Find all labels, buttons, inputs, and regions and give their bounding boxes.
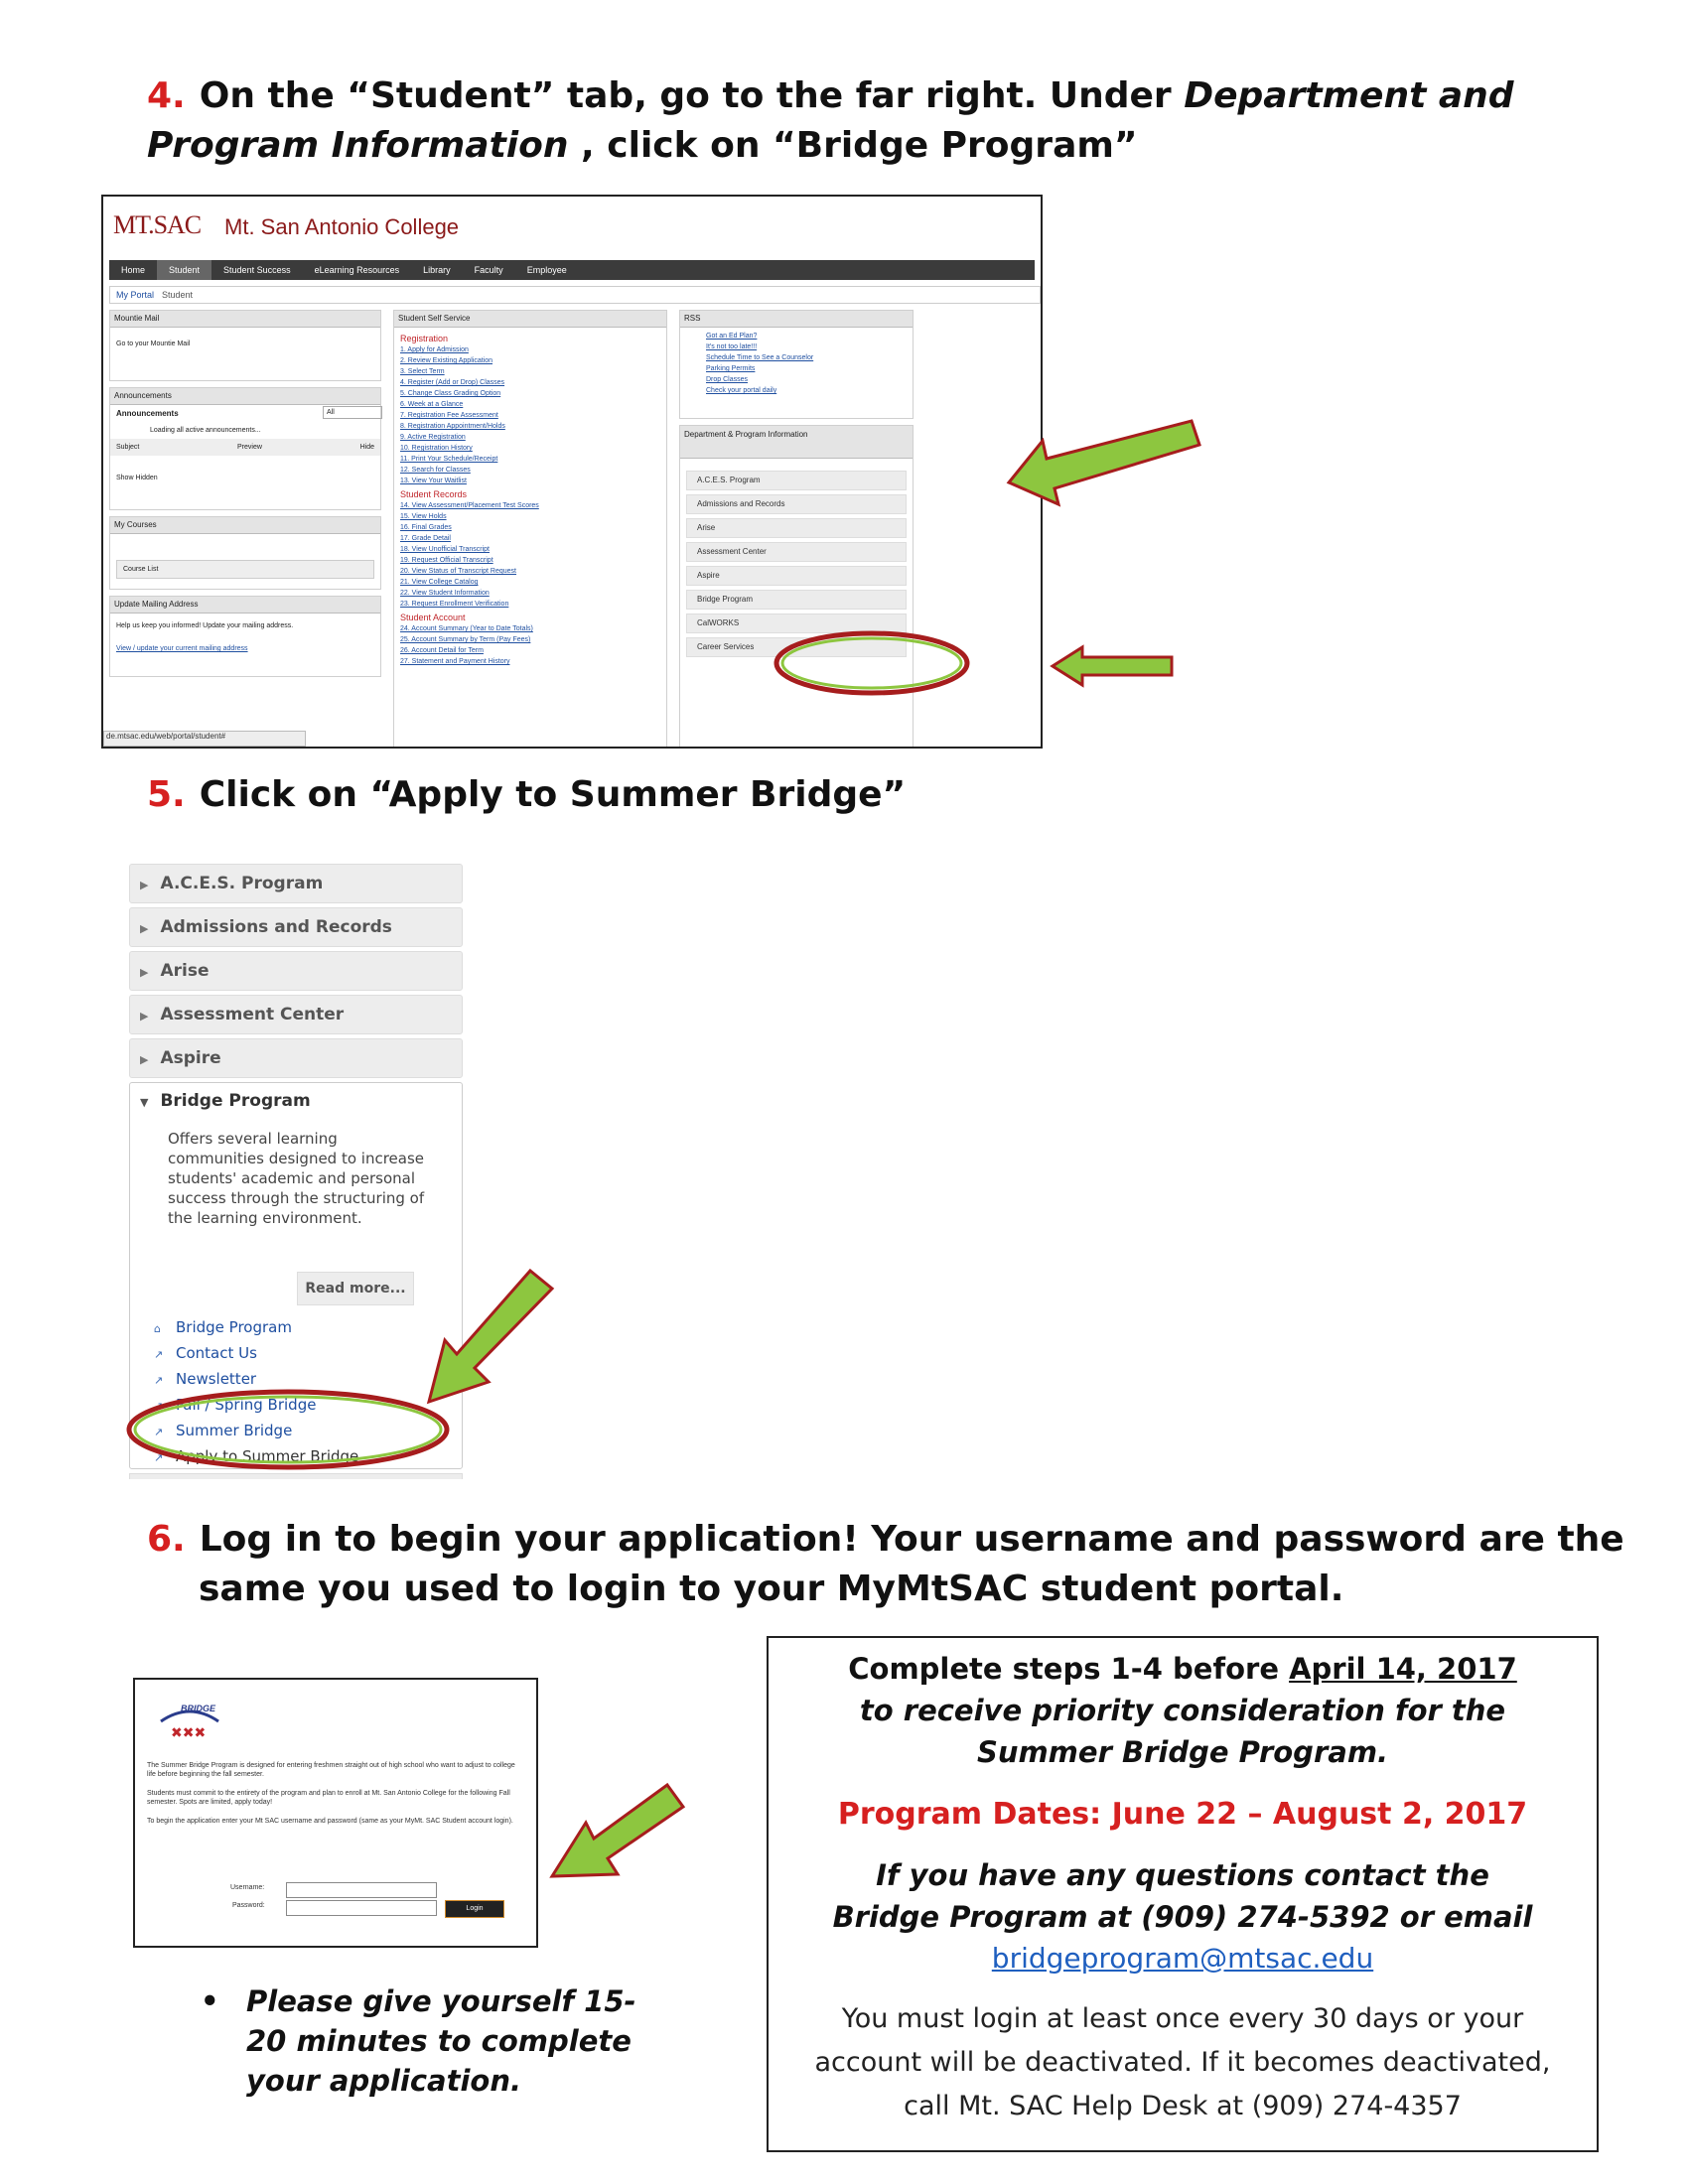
mail-text[interactable]: Go to your Mountie Mail [116, 341, 191, 347]
email-link[interactable]: bridgeprogram@mtsac.edu [991, 1942, 1374, 1975]
accordion-link-label: Summer Bridge [176, 1422, 293, 1439]
sss-link[interactable]: 26. Account Detail for Term [400, 647, 484, 654]
panel-title: Student Self Service [394, 311, 666, 328]
mailing-text: Help us keep you informed! Update your mailing address. [116, 622, 294, 629]
nav-faculty[interactable]: Faculty [474, 265, 503, 275]
nav-student-success[interactable]: Student Success [223, 265, 291, 275]
caret-right-icon: ▶ [140, 922, 149, 935]
accordion-open-label: Bridge Program [160, 1091, 311, 1111]
dept-item[interactable]: Aspire [686, 566, 907, 586]
panel-title: Department & Program Information [680, 426, 913, 459]
accordion-link-label: Apply to Summer Bridge [176, 1447, 359, 1465]
info-note-1: You must login at least once every 30 days or your [841, 2003, 1524, 2034]
login-paragraph-3: To begin the application enter your Mt SAC username and password (same as your MyMt. SAC Student account login). [147, 1818, 513, 1825]
breadcrumb-student: Student [162, 290, 194, 300]
external-link-icon: ↗ [154, 1348, 164, 1361]
step-number: 4. [147, 75, 186, 116]
highlight-circle-inner [782, 638, 961, 688]
info-deadline-text: Complete steps 1-4 before [848, 1652, 1290, 1686]
breadcrumb-my-portal[interactable]: My Portal [116, 290, 155, 300]
college-logo: MT.SAC [113, 210, 202, 239]
green-arrow-icon [1009, 421, 1199, 504]
sss-section-title: Registration [400, 334, 449, 343]
caret-down-icon: ▼ [140, 1096, 149, 1109]
sss-link[interactable]: 7. Registration Fee Assessment [400, 412, 498, 419]
sss-link[interactable]: 4. Register (Add or Drop) Classes [400, 379, 505, 386]
panel-title: Update Mailing Address [110, 597, 380, 614]
external-link-icon: ↗ [154, 1426, 164, 1438]
announcements-sub: Announcements [116, 409, 179, 418]
step-5-text: Click on “Apply to Summer Bridge” [199, 774, 907, 815]
sss-link[interactable]: 11. Print Your Schedule/Receipt [400, 456, 498, 463]
panel-title: Mountie Mail [110, 311, 380, 328]
dept-item[interactable]: Bridge Program [686, 590, 907, 610]
highlight-circle [776, 633, 967, 693]
step-4-text-b: , click on “Bridge Program” [568, 125, 1138, 166]
step-number: 5. [147, 774, 186, 815]
sss-link[interactable]: 1. Apply for Admission [400, 346, 469, 353]
svg-text:✖✖✖: ✖✖✖ [171, 1725, 207, 1741]
rss-link[interactable]: Schedule Time to See a Counselor [706, 354, 814, 361]
highlight-circle [129, 1392, 447, 1467]
col-subject: Subject [116, 444, 140, 451]
accordion-item-label: Arise [160, 961, 210, 981]
sss-link[interactable]: 3. Select Term [400, 368, 445, 375]
sss-section-title: Student Records [400, 489, 468, 499]
bridge-logo-text: BRIDGE [181, 1704, 216, 1713]
nav-employee[interactable]: Employee [526, 265, 567, 275]
sss-link[interactable]: 12. Search for Classes [400, 467, 471, 474]
program-dates: Program Dates: June 22 – August 2, 2017 [837, 1797, 1528, 1832]
external-link-icon: ↗ [154, 1400, 164, 1413]
bullet-text: Please give yourself 15-20 minutes to complete your application. [246, 1984, 636, 2098]
accordion-link-label: Bridge Program [176, 1318, 292, 1336]
nav-library[interactable]: Library [423, 265, 451, 275]
username-label: Username: [230, 1884, 265, 1891]
home-icon: ⌂ [154, 1322, 161, 1335]
accordion-item-label: Admissions and Records [160, 917, 392, 937]
highlight-circle-inner [135, 1397, 441, 1462]
sss-link[interactable]: 17. Grade Detail [400, 535, 451, 542]
sss-link[interactable]: 19. Request Official Transcript [400, 557, 493, 564]
sss-link[interactable]: 25. Account Summary by Term (Pay Fees) [400, 636, 531, 643]
sss-link[interactable]: 14. View Assessment/Placement Test Scores [400, 502, 539, 509]
sss-link[interactable]: 10. Registration History [400, 445, 473, 452]
dept-item[interactable]: Admissions and Records [686, 494, 907, 514]
status-url: de.mtsac.edu/web/portal/student# [103, 731, 306, 747]
rss-link[interactable]: Check your portal daily [706, 387, 777, 394]
login-paragraph-1: The Summer Bridge Program is designed for entering freshmen straight out of high school who want to adjust to college life before beginning the fall semester. [147, 1762, 515, 1778]
sss-link[interactable]: 2. Review Existing Application [400, 357, 492, 364]
bullet-dot-icon: • [201, 1984, 219, 2018]
col-hide: Hide [359, 444, 374, 451]
panel-title: RSS [680, 311, 913, 328]
course-list[interactable]: Course List [116, 560, 374, 579]
rss-link[interactable]: It's not too late!!! [706, 343, 758, 350]
sss-link[interactable]: 16. Final Grades [400, 524, 452, 531]
panel-title: Announcements [110, 388, 380, 405]
rss-link[interactable]: Parking Permits [706, 365, 756, 372]
nav-elearning[interactable]: eLearning Resources [314, 265, 400, 275]
rss-link[interactable]: Drop Classes [706, 376, 749, 383]
sss-link[interactable]: 24. Account Summary (Year to Date Totals) [400, 625, 533, 632]
sss-link[interactable]: 6. Week at a Glance [400, 401, 464, 408]
sss-link[interactable]: 23. Request Enrollment Verification [400, 601, 509, 608]
caret-right-icon: ▶ [140, 966, 149, 979]
mailing-link[interactable]: View / update your current mailing address [116, 645, 248, 652]
sss-link[interactable]: 18. View Unofficial Transcript [400, 546, 491, 553]
step-4-text-a: On the “Student” tab, go to the far right. Under [199, 75, 1185, 116]
info-question-1: If you have any questions contact the [876, 1858, 1489, 1892]
dept-item[interactable]: Career Services [686, 637, 907, 657]
info-line-2: to receive priority consideration for the [859, 1694, 1506, 1727]
info-deadline-date: April 14, 2017 [1289, 1652, 1517, 1686]
caret-right-icon: ▶ [140, 1053, 149, 1066]
announcements-filter[interactable]: All [323, 406, 382, 419]
login-paragraph-2: Students must commit to the entirety of the program and plan to enroll at Mt. San Antonio College for the following Fall semester. Spots are limited, apply today! [147, 1790, 510, 1806]
external-link-icon: ↗ [154, 1374, 164, 1387]
accordion-link-label: Fall / Spring Bridge [176, 1396, 317, 1414]
sss-link[interactable]: 20. View Status of Transcript Request [400, 568, 516, 575]
sss-section-title: Student Account [400, 613, 466, 622]
dept-item[interactable]: A.C.E.S. Program [686, 471, 907, 490]
dept-item[interactable]: Arise [686, 518, 907, 538]
info-question-2: Bridge Program at (909) 274-5392 or email [832, 1900, 1533, 1934]
info-note-2: account will be deactivated. If it becomes deactivated, [814, 2047, 1551, 2078]
sss-link[interactable]: 21. View College Catalog [400, 579, 479, 586]
step-6-line-1: Log in to begin your application! Your username and password are the [199, 1519, 1624, 1560]
accordion-link-label: Newsletter [176, 1370, 257, 1388]
show-hidden[interactable]: Show Hidden [116, 475, 158, 481]
accordion-link-label: Contact Us [176, 1344, 257, 1362]
info-line-3: Summer Bridge Program. [976, 1735, 1389, 1769]
info-note-3: call Mt. SAC Help Desk at (909) 274-4357 [904, 2091, 1462, 2121]
password-label: Password: [232, 1902, 265, 1909]
sss-link[interactable]: 15. View Holds [400, 513, 447, 520]
green-arrow-icon [552, 1785, 683, 1876]
left-arrow-icon [1053, 647, 1172, 685]
accordion-item-label: Aspire [160, 1048, 221, 1068]
accordion-description: Offers several learning communities designed to increase students' academic and personal success through the structuring of the learning environment. [168, 1130, 425, 1227]
college-name: Mt. San Antonio College [224, 214, 460, 239]
sss-link[interactable]: 22. View Student Information [400, 590, 490, 597]
read-more-button[interactable]: Read more... [297, 1272, 414, 1305]
rss-link[interactable]: Got an Ed Plan? [706, 333, 758, 340]
col-preview: Preview [237, 444, 262, 451]
dept-item[interactable]: Assessment Center [686, 542, 907, 562]
green-arrow-icon [429, 1271, 552, 1402]
sss-link[interactable]: 8. Registration Appointment/Holds [400, 423, 505, 430]
step-6-line-2: same you used to login to your MyMtSAC student portal. [199, 1569, 1344, 1609]
accordion-item-label: A.C.E.S. Program [160, 874, 324, 893]
step-number: 6. [147, 1519, 186, 1560]
caret-right-icon: ▶ [140, 1010, 149, 1023]
sss-link[interactable]: 5. Change Class Grading Option [400, 390, 501, 397]
external-link-icon: ↗ [154, 1451, 164, 1464]
sss-link[interactable]: 9. Active Registration [400, 434, 466, 441]
announcements-loading: Loading all active announcements... [150, 427, 261, 434]
accordion-item-label: Assessment Center [160, 1005, 345, 1024]
sss-link[interactable]: 27. Statement and Payment History [400, 658, 510, 665]
nav-home[interactable]: Home [121, 265, 146, 275]
sss-link[interactable]: 13. View Your Waitlist [400, 478, 467, 484]
step-4-italic: Department and Program Information [147, 75, 1514, 166]
nav-student[interactable]: Student [157, 260, 211, 280]
dept-item[interactable]: CalWORKS [686, 614, 907, 633]
login-button[interactable]: Login [445, 1900, 504, 1918]
panel-title: My Courses [110, 517, 380, 534]
caret-right-icon: ▶ [140, 879, 149, 891]
